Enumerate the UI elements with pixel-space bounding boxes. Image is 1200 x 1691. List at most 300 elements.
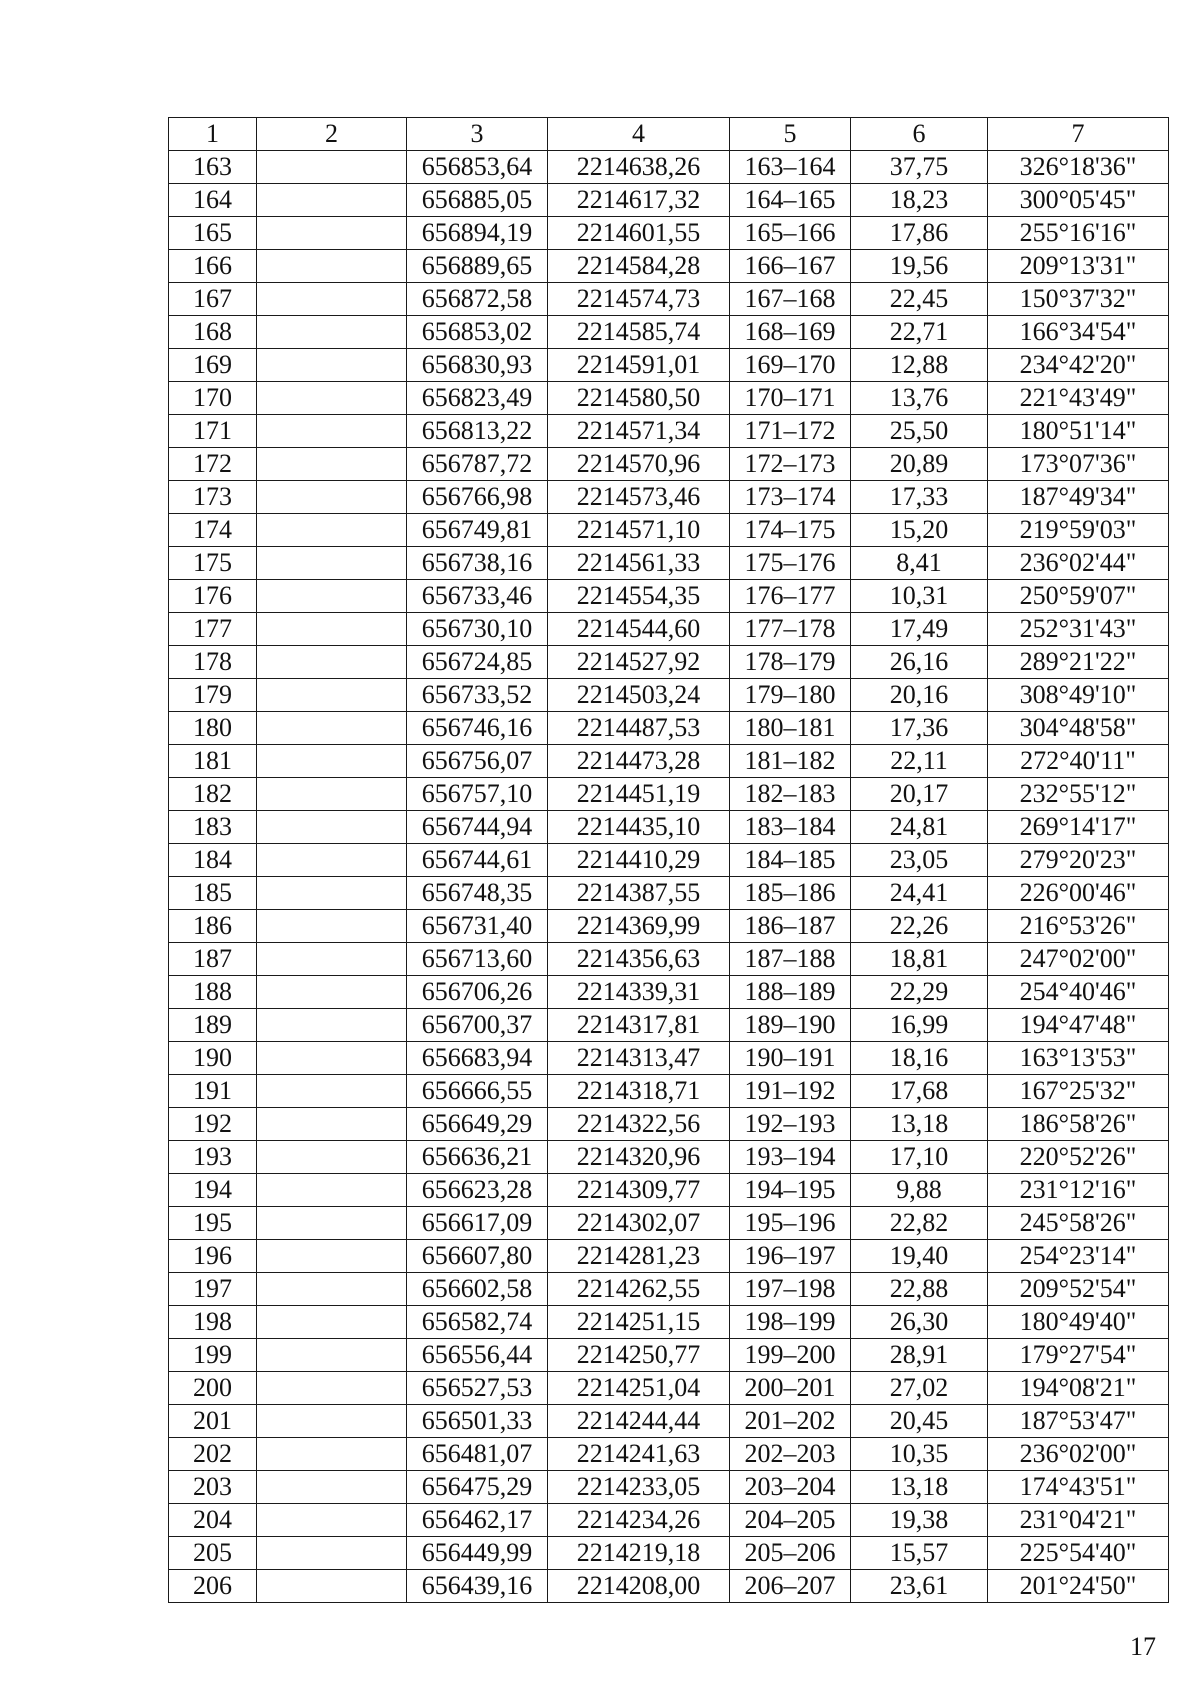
table-cell: 181 [169, 745, 257, 778]
table-cell: 182 [169, 778, 257, 811]
table-cell: 175–176 [730, 547, 851, 580]
table-cell: 656683,94 [407, 1042, 548, 1075]
table-cell: 22,45 [851, 283, 988, 316]
table-row [169, 316, 1169, 349]
table-cell: 15,57 [851, 1537, 988, 1570]
table-cell: 2214281,23 [548, 1240, 730, 1273]
table-cell: 202 [169, 1438, 257, 1471]
table-cell: 179–180 [730, 679, 851, 712]
table-cell: 22,71 [851, 316, 988, 349]
table-cell: 13,76 [851, 382, 988, 415]
table-cell: 195 [169, 1207, 257, 1240]
table-cell [257, 547, 407, 580]
table-cell: 656853,02 [407, 316, 548, 349]
table-row [169, 679, 1169, 712]
table-cell: 656481,07 [407, 1438, 548, 1471]
table-cell: 226°00'46" [988, 877, 1169, 910]
table-row [169, 1438, 1169, 1471]
table-cell: 172 [169, 448, 257, 481]
table-cell: 2214302,07 [548, 1207, 730, 1240]
table-cell: 2214251,15 [548, 1306, 730, 1339]
table-cell: 656623,28 [407, 1174, 548, 1207]
table-row [169, 1108, 1169, 1141]
table-cell: 198–199 [730, 1306, 851, 1339]
table-cell: 183–184 [730, 811, 851, 844]
table-cell: 250°59'07" [988, 580, 1169, 613]
table-cell: 17,68 [851, 1075, 988, 1108]
table-cell: 656617,09 [407, 1207, 548, 1240]
table-cell: 2214638,26 [548, 151, 730, 184]
table-row [169, 514, 1169, 547]
table-cell [257, 976, 407, 1009]
table-cell: 206 [169, 1570, 257, 1603]
table-cell: 656894,19 [407, 217, 548, 250]
table-cell [257, 745, 407, 778]
table-cell: 191 [169, 1075, 257, 1108]
table-cell: 656731,40 [407, 910, 548, 943]
table-cell: 2214574,73 [548, 283, 730, 316]
table-row [169, 415, 1169, 448]
table-cell: 23,61 [851, 1570, 988, 1603]
table-cell: 20,89 [851, 448, 988, 481]
table-row [169, 250, 1169, 283]
table-cell: 220°52'26" [988, 1141, 1169, 1174]
table-cell [257, 448, 407, 481]
table-cell: 656757,10 [407, 778, 548, 811]
table-cell [257, 1075, 407, 1108]
table-row [169, 547, 1169, 580]
table-cell [257, 1372, 407, 1405]
table-cell: 219°59'03" [988, 514, 1169, 547]
table-cell: 198 [169, 1306, 257, 1339]
table-cell: 185 [169, 877, 257, 910]
table-cell: 656724,85 [407, 646, 548, 679]
table-cell: 326°18'36" [988, 151, 1169, 184]
table-cell: 2214251,04 [548, 1372, 730, 1405]
table-cell [257, 1273, 407, 1306]
table-row [169, 778, 1169, 811]
table-cell: 17,86 [851, 217, 988, 250]
table-cell: 254°40'46" [988, 976, 1169, 1009]
table-cell: 185–186 [730, 877, 851, 910]
table-cell [257, 811, 407, 844]
table-cell [257, 514, 407, 547]
table-cell: 194–195 [730, 1174, 851, 1207]
table-cell: 2214573,46 [548, 481, 730, 514]
table-cell: 304°48'58" [988, 712, 1169, 745]
table-cell: 2214503,24 [548, 679, 730, 712]
table-cell: 300°05'45" [988, 184, 1169, 217]
table-cell: 196–197 [730, 1240, 851, 1273]
table-cell [257, 1570, 407, 1603]
table-row [169, 1042, 1169, 1075]
table-cell: 656823,49 [407, 382, 548, 415]
table-cell: 656713,60 [407, 943, 548, 976]
table-cell: 196 [169, 1240, 257, 1273]
table-cell: 165 [169, 217, 257, 250]
table-cell: 178 [169, 646, 257, 679]
table-cell: 194°08'21" [988, 1372, 1169, 1405]
table-cell: 2214435,10 [548, 811, 730, 844]
table-cell: 200 [169, 1372, 257, 1405]
table-cell: 236°02'00" [988, 1438, 1169, 1471]
table-cell [257, 1240, 407, 1273]
table-cell: 193–194 [730, 1141, 851, 1174]
table-row [169, 1570, 1169, 1603]
table-cell: 180–181 [730, 712, 851, 745]
table-row [169, 811, 1169, 844]
table-cell: 2214339,31 [548, 976, 730, 1009]
table-cell: 165–166 [730, 217, 851, 250]
table-cell [257, 349, 407, 382]
table-cell: 15,20 [851, 514, 988, 547]
table-cell: 2214208,00 [548, 1570, 730, 1603]
table-cell [257, 316, 407, 349]
table-cell: 656746,16 [407, 712, 548, 745]
table-cell: 209°52'54" [988, 1273, 1169, 1306]
table-cell: 19,38 [851, 1504, 988, 1537]
table-cell: 2214262,55 [548, 1273, 730, 1306]
table-cell: 247°02'00" [988, 943, 1169, 976]
table-cell: 656730,10 [407, 613, 548, 646]
table-cell: 194°47'48" [988, 1009, 1169, 1042]
table-cell: 170–171 [730, 382, 851, 415]
table-cell: 202–203 [730, 1438, 851, 1471]
table-cell: 187°53'47" [988, 1405, 1169, 1438]
table-cell [257, 283, 407, 316]
table-cell [257, 1174, 407, 1207]
table-cell: 203 [169, 1471, 257, 1504]
table-cell: 2214487,53 [548, 712, 730, 745]
table-row [169, 1141, 1169, 1174]
table-cell: 193 [169, 1141, 257, 1174]
table-cell: 180°51'14" [988, 415, 1169, 448]
table-cell: 656787,72 [407, 448, 548, 481]
table-cell [257, 877, 407, 910]
table-row [169, 1405, 1169, 1438]
table-cell: 216°53'26" [988, 910, 1169, 943]
table-cell: 190–191 [730, 1042, 851, 1075]
table-cell [257, 1009, 407, 1042]
table-cell: 203–204 [730, 1471, 851, 1504]
table-cell: 2214317,81 [548, 1009, 730, 1042]
table-cell: 169 [169, 349, 257, 382]
table-cell: 656475,29 [407, 1471, 548, 1504]
table-cell: 656885,05 [407, 184, 548, 217]
table-cell: 2214219,18 [548, 1537, 730, 1570]
table-cell: 186 [169, 910, 257, 943]
table-cell: 28,91 [851, 1339, 988, 1372]
table-cell: 197 [169, 1273, 257, 1306]
table-cell: 174°43'51" [988, 1471, 1169, 1504]
table-cell: 656649,29 [407, 1108, 548, 1141]
table-cell: 194 [169, 1174, 257, 1207]
table-cell: 656501,33 [407, 1405, 548, 1438]
table-row [169, 646, 1169, 679]
table-cell: 22,88 [851, 1273, 988, 1306]
table-cell [257, 1471, 407, 1504]
table-cell: 17,10 [851, 1141, 988, 1174]
header-cell: 2 [257, 118, 407, 151]
table-cell: 232°55'12" [988, 778, 1169, 811]
table-cell: 204 [169, 1504, 257, 1537]
table-cell: 656602,58 [407, 1273, 548, 1306]
table-cell: 2214554,35 [548, 580, 730, 613]
table-cell: 2214309,77 [548, 1174, 730, 1207]
table-cell [257, 1207, 407, 1240]
table-cell: 656556,44 [407, 1339, 548, 1372]
table-cell: 17,33 [851, 481, 988, 514]
table-cell: 2214591,01 [548, 349, 730, 382]
header-cell: 3 [407, 118, 548, 151]
table-cell: 189–190 [730, 1009, 851, 1042]
table-cell: 37,75 [851, 151, 988, 184]
table-cell: 10,35 [851, 1438, 988, 1471]
table-cell: 173–174 [730, 481, 851, 514]
table-cell: 231°12'16" [988, 1174, 1169, 1207]
table-cell [257, 1042, 407, 1075]
table-cell: 197–198 [730, 1273, 851, 1306]
table-row [169, 1273, 1169, 1306]
table-cell: 169–170 [730, 349, 851, 382]
table-cell: 656738,16 [407, 547, 548, 580]
table-cell: 2214318,71 [548, 1075, 730, 1108]
table-cell: 656700,37 [407, 1009, 548, 1042]
table-row [169, 217, 1169, 250]
table-cell [257, 1438, 407, 1471]
table-cell [257, 778, 407, 811]
table-cell: 26,30 [851, 1306, 988, 1339]
table-cell: 656462,17 [407, 1504, 548, 1537]
table-row [169, 1372, 1169, 1405]
table-cell: 2214244,44 [548, 1405, 730, 1438]
table-cell: 173 [169, 481, 257, 514]
table-row [169, 943, 1169, 976]
table-cell [257, 910, 407, 943]
table-cell: 656439,16 [407, 1570, 548, 1603]
table-cell: 252°31'43" [988, 613, 1169, 646]
table-cell: 10,31 [851, 580, 988, 613]
table-row [169, 1240, 1169, 1273]
header-cell: 5 [730, 118, 851, 151]
table-cell: 199 [169, 1339, 257, 1372]
table-row [169, 151, 1169, 184]
table-cell: 189 [169, 1009, 257, 1042]
table-cell: 2214527,92 [548, 646, 730, 679]
table-cell: 183 [169, 811, 257, 844]
table-cell: 205 [169, 1537, 257, 1570]
header-cell: 6 [851, 118, 988, 151]
table-cell: 184 [169, 844, 257, 877]
table-cell: 656872,58 [407, 283, 548, 316]
table-cell: 656582,74 [407, 1306, 548, 1339]
table-cell: 2214250,77 [548, 1339, 730, 1372]
table-cell: 13,18 [851, 1471, 988, 1504]
table-cell: 2214473,28 [548, 745, 730, 778]
table-cell: 150°37'32" [988, 283, 1169, 316]
table-cell: 187°49'34" [988, 481, 1169, 514]
table-cell: 209°13'31" [988, 250, 1169, 283]
table-cell: 656853,64 [407, 151, 548, 184]
table-cell: 22,11 [851, 745, 988, 778]
table-cell: 184–185 [730, 844, 851, 877]
table-cell: 2214410,29 [548, 844, 730, 877]
table-cell: 656830,93 [407, 349, 548, 382]
table-cell: 656449,99 [407, 1537, 548, 1570]
table-cell: 656527,53 [407, 1372, 548, 1405]
table-cell: 181–182 [730, 745, 851, 778]
table-cell: 245°58'26" [988, 1207, 1169, 1240]
header-cell: 7 [988, 118, 1169, 151]
table-cell: 174 [169, 514, 257, 547]
table-cell: 2214322,56 [548, 1108, 730, 1141]
table-cell: 2214369,99 [548, 910, 730, 943]
table-cell: 656636,21 [407, 1141, 548, 1174]
table-cell: 234°42'20" [988, 349, 1169, 382]
table-cell: 2214571,10 [548, 514, 730, 547]
table-cell: 24,41 [851, 877, 988, 910]
header-cell: 4 [548, 118, 730, 151]
table-cell: 17,36 [851, 712, 988, 745]
table-cell: 27,02 [851, 1372, 988, 1405]
table-cell: 279°20'23" [988, 844, 1169, 877]
table-cell: 13,18 [851, 1108, 988, 1141]
table-row [169, 1207, 1169, 1240]
table-cell: 2214585,74 [548, 316, 730, 349]
table-cell: 656749,81 [407, 514, 548, 547]
table-cell: 272°40'11" [988, 745, 1169, 778]
table-cell: 168 [169, 316, 257, 349]
table-cell: 2214580,50 [548, 382, 730, 415]
table-cell: 2214570,96 [548, 448, 730, 481]
table-cell: 175 [169, 547, 257, 580]
table-cell: 656889,65 [407, 250, 548, 283]
table-cell [257, 382, 407, 415]
table-row [169, 877, 1169, 910]
table-row [169, 745, 1169, 778]
table-row [169, 910, 1169, 943]
table-row [169, 1471, 1169, 1504]
table-cell: 25,50 [851, 415, 988, 448]
table-cell [257, 151, 407, 184]
table-cell: 9,88 [851, 1174, 988, 1207]
table-cell: 656607,80 [407, 1240, 548, 1273]
table-cell: 255°16'16" [988, 217, 1169, 250]
table-cell: 164 [169, 184, 257, 217]
table-cell: 167°25'32" [988, 1075, 1169, 1108]
table-cell [257, 481, 407, 514]
table-cell: 221°43'49" [988, 382, 1169, 415]
table-cell: 172–173 [730, 448, 851, 481]
table-cell: 166°34'54" [988, 316, 1169, 349]
table-row [169, 382, 1169, 415]
table-cell: 656748,35 [407, 877, 548, 910]
table-cell: 188–189 [730, 976, 851, 1009]
table-cell: 180 [169, 712, 257, 745]
table-cell: 174–175 [730, 514, 851, 547]
table-cell [257, 613, 407, 646]
header-row [169, 118, 1169, 151]
table-cell: 167 [169, 283, 257, 316]
table-cell: 656744,61 [407, 844, 548, 877]
table-row [169, 613, 1169, 646]
table-row [169, 580, 1169, 613]
table-cell: 199–200 [730, 1339, 851, 1372]
table-cell: 18,23 [851, 184, 988, 217]
table-cell [257, 1306, 407, 1339]
table-cell: 231°04'21" [988, 1504, 1169, 1537]
table-cell: 19,40 [851, 1240, 988, 1273]
table-cell: 2214234,26 [548, 1504, 730, 1537]
table-cell: 656733,52 [407, 679, 548, 712]
table-row [169, 1537, 1169, 1570]
table-cell: 176–177 [730, 580, 851, 613]
table-cell: 170 [169, 382, 257, 415]
table-cell: 201°24'50" [988, 1570, 1169, 1603]
table-cell [257, 646, 407, 679]
table-cell [257, 943, 407, 976]
table-cell: 18,81 [851, 943, 988, 976]
table-cell [257, 184, 407, 217]
table-cell [257, 679, 407, 712]
table-row [169, 976, 1169, 1009]
table-row [169, 844, 1169, 877]
table-cell: 167–168 [730, 283, 851, 316]
header-cell: 1 [169, 118, 257, 151]
table-cell: 180°49'40" [988, 1306, 1169, 1339]
table-cell: 179 [169, 679, 257, 712]
table-cell: 22,26 [851, 910, 988, 943]
table-cell: 205–206 [730, 1537, 851, 1570]
table-cell [257, 1339, 407, 1372]
table-cell: 26,16 [851, 646, 988, 679]
table-cell: 171–172 [730, 415, 851, 448]
table-cell: 204–205 [730, 1504, 851, 1537]
table-cell: 179°27'54" [988, 1339, 1169, 1372]
table-row [169, 283, 1169, 316]
table-cell: 2214584,28 [548, 250, 730, 283]
table-cell: 20,16 [851, 679, 988, 712]
table-cell: 173°07'36" [988, 448, 1169, 481]
table-cell: 188 [169, 976, 257, 1009]
table-cell: 163 [169, 151, 257, 184]
table-cell: 656756,07 [407, 745, 548, 778]
table-cell: 186°58'26" [988, 1108, 1169, 1141]
table-cell: 2214233,05 [548, 1471, 730, 1504]
table-cell [257, 217, 407, 250]
table-row [169, 1009, 1169, 1042]
table-cell: 166 [169, 250, 257, 283]
table-cell [257, 1504, 407, 1537]
table-row [169, 184, 1169, 217]
table-cell: 192 [169, 1108, 257, 1141]
table-cell: 182–183 [730, 778, 851, 811]
table-row [169, 1075, 1169, 1108]
table-cell: 166–167 [730, 250, 851, 283]
table-body [169, 151, 1169, 1603]
table-cell: 163°13'53" [988, 1042, 1169, 1075]
table-cell [257, 1108, 407, 1141]
table-row [169, 712, 1169, 745]
table-cell: 2214320,96 [548, 1141, 730, 1174]
table-cell: 656813,22 [407, 415, 548, 448]
table-cell: 12,88 [851, 349, 988, 382]
table-cell: 656744,94 [407, 811, 548, 844]
table-cell: 206–207 [730, 1570, 851, 1603]
table-cell: 2214313,47 [548, 1042, 730, 1075]
table-cell: 178–179 [730, 646, 851, 679]
table-cell [257, 844, 407, 877]
